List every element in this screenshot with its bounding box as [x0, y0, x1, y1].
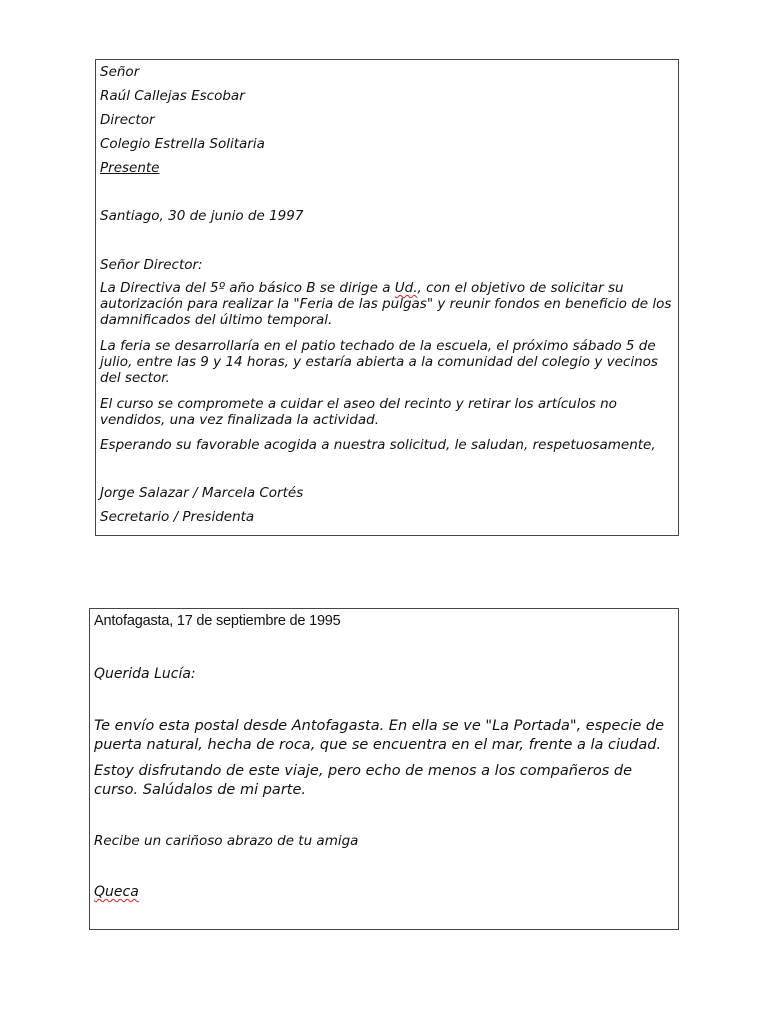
greeting: Querida Lucía:: [94, 666, 196, 682]
formal-letter: [95, 59, 679, 536]
recipient-title: Director: [100, 112, 155, 128]
body-paragraph-1: Te envío esta postal desde Antofagasta. En ella se ve "La Portada", especie de puerta natural, hecha de roca, que se encuentra en el mar, frente a la ciudad.: [94, 718, 665, 753]
postcard-letter: [89, 608, 679, 930]
body-paragraph-3: El curso se compromete a cuidar el aseo del recinto y retirar los artículos no vendidos, una vez finalizada la actividad.: [100, 396, 617, 428]
signature: Queca: [94, 884, 139, 900]
body-paragraph-2: Estoy disfrutando de este viaje, pero echo de menos a los compañeros de curso. Salúdalos de mi parte.: [94, 763, 633, 798]
presente-label: Presente: [100, 160, 160, 176]
signers: Jorge Salazar / Marcela Cortés: [100, 485, 304, 501]
signer-roles: Secretario / Presidenta: [100, 509, 255, 525]
closing: Recibe un cariñoso abrazo de tu amiga: [94, 833, 359, 849]
body-paragraph-4: Esperando su favorable acogida a nuestra solicitud, le saludan, respetuosamente,: [100, 437, 656, 453]
school-name: Colegio Estrella Solitaria: [100, 136, 265, 152]
spellcheck-word: Ud.: [394, 280, 418, 296]
greeting: Señor Director:: [100, 257, 203, 273]
body-paragraph-1: La Directiva del 5º año básico B se dirige a Ud., con el objetivo de solicitar su autorización para realizar la "Feria de las pulgas" y reunir fondos en beneficio de los damnificados del último temporal.: [100, 280, 672, 328]
recipient-name: Raúl Callejas Escobar: [100, 88, 245, 104]
place-date: Antofagasta, 17 de septiembre de 1995: [94, 613, 341, 629]
salutation: Señor: [100, 64, 140, 80]
body-paragraph-2: La feria se desarrollaría en el patio techado de la escuela, el próximo sábado 5 de julio, entre las 9 y 14 horas, y estaría abierta a la comunidad del colegio y vecinos del sector.: [100, 338, 658, 386]
place-date: Santiago, 30 de junio de 1997: [100, 208, 304, 224]
